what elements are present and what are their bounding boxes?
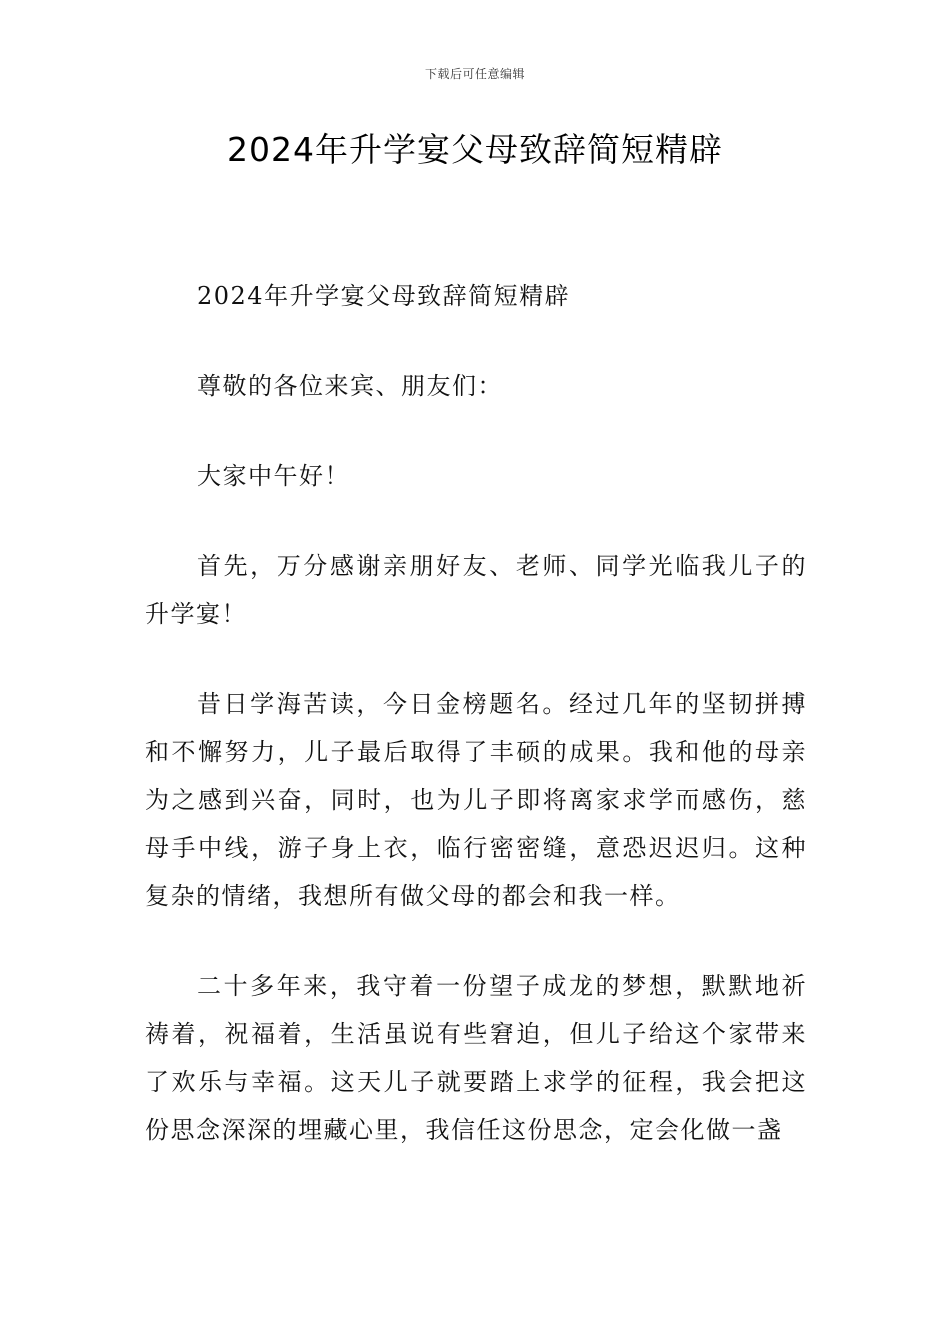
- paragraph-subtitle: 2024年升学宴父母致辞简短精辟: [197, 282, 571, 310]
- paragraph-greeting: 大家中午好！: [197, 462, 350, 490]
- paragraph-reflection: 二十多年来，我守着一份望子成龙的梦想，默默地祈祷着，祝福着，生活虽说有些窘迫，但儿子给这个家带来了欢乐与幸福。这天儿子就要踏上求学的征程，我会把这份思念深深的埋藏心里，我信任这份思念，定会化做一盏: [145, 972, 807, 1144]
- header-note: 下载后可任意编辑: [424, 67, 525, 81]
- document-body: [145, 272, 807, 1196]
- document-title: 2024年升学宴父母致辞简短精辟: [227, 130, 723, 169]
- paragraph-achievement: 昔日学海苦读，今日金榜题名。经过几年的坚韧拼搏和不懈努力，儿子最后取得了丰硕的成果。我和他的母亲为之感到兴奋，同时，也为儿子即将离家求学而感伤，慈母手中线，游子身上衣，临行密密缝，意恐迟迟归。这种复杂的情绪，我想所有做父母的都会和我一样。: [145, 690, 807, 910]
- paragraph-thanks: 首先，万分感谢亲朋好友、老师、同学光临我儿子的升学宴！: [145, 552, 807, 628]
- paragraph-salutation: 尊敬的各位来宾、朋友们：: [197, 372, 503, 400]
